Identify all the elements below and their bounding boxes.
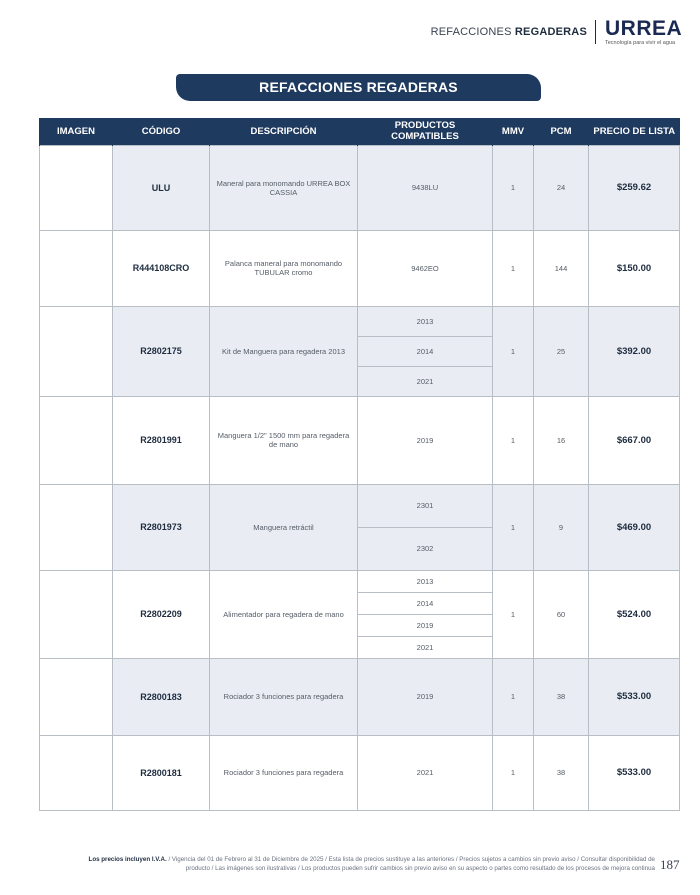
pcm-value: 9 bbox=[534, 484, 589, 570]
pcm-value: 144 bbox=[534, 230, 589, 306]
table-row bbox=[40, 230, 680, 306]
column-header-description: DESCRIPCIÓN bbox=[210, 118, 358, 145]
product-image-cell bbox=[40, 230, 113, 306]
mmv-value: 1 bbox=[493, 306, 534, 396]
list-price: $392.00 bbox=[589, 306, 680, 396]
product-description: Palanca maneral para monomando TUBULAR cromo bbox=[210, 230, 358, 306]
list-price: $259.62 bbox=[589, 145, 680, 230]
column-header-compatible: PRODUCTOS COMPATIBLES bbox=[358, 118, 493, 145]
product-code: R2800183 bbox=[113, 658, 210, 735]
product-code: R2801991 bbox=[113, 396, 210, 484]
column-header-price: PRECIO DE LISTA bbox=[589, 118, 680, 145]
product-code: R2801973 bbox=[113, 484, 210, 570]
section-title-prefix: REFACCIONES bbox=[430, 26, 512, 38]
product-code: ULU bbox=[113, 145, 210, 230]
product-image-cell bbox=[40, 484, 113, 570]
compatible-list bbox=[358, 307, 492, 396]
compatible-item: 9438LU bbox=[411, 183, 439, 192]
table-row bbox=[40, 735, 680, 810]
list-price: $150.00 bbox=[589, 230, 680, 306]
product-description: Alimentador para regadera de mano bbox=[210, 570, 358, 658]
mmv-value: 1 bbox=[493, 735, 534, 810]
mmv-value: 1 bbox=[493, 570, 534, 658]
compatible-products bbox=[358, 484, 493, 570]
footer-note bbox=[65, 856, 655, 873]
brand-logo bbox=[605, 19, 685, 46]
compatible-list bbox=[358, 736, 492, 810]
product-image-cell bbox=[40, 735, 113, 810]
section-title bbox=[431, 26, 587, 38]
product-image-cell bbox=[40, 396, 113, 484]
compatible-item: 2019 bbox=[358, 615, 492, 637]
page-banner: REFACCIONES REGADERAS bbox=[176, 74, 541, 101]
table-row bbox=[40, 570, 680, 658]
compatible-item: 2013 bbox=[358, 571, 492, 593]
compatible-list bbox=[358, 485, 492, 570]
table-row bbox=[40, 306, 680, 396]
compatible-item: 2013 bbox=[358, 307, 492, 337]
column-header-pcm: PCM bbox=[534, 118, 589, 145]
compatible-item: 9462EO bbox=[411, 263, 439, 273]
product-description: Maneral para monomando URREA BOX CASSIA bbox=[210, 145, 358, 230]
footer-line1: / Vigencia del 01 de Febrero al 31 de Diciembre de 2025 / Esta lista de precios sustituye a las anteriores / Precios sujetos a cambios sin previo aviso / Consultar disponibilidad de bbox=[166, 856, 655, 863]
compatible-list bbox=[358, 146, 492, 230]
compatible-products bbox=[358, 230, 493, 306]
mmv-value: 1 bbox=[493, 145, 534, 230]
product-image-cell bbox=[40, 306, 113, 396]
pcm-value: 38 bbox=[534, 658, 589, 735]
table-row bbox=[40, 145, 680, 230]
product-image-cell bbox=[40, 145, 113, 230]
brand-tagline: Tecnología para vivir el agua bbox=[605, 40, 676, 46]
mmv-value: 1 bbox=[493, 484, 534, 570]
compatible-products bbox=[358, 145, 493, 230]
compatible-item: 2021 bbox=[416, 768, 434, 777]
list-price: $533.00 bbox=[589, 658, 680, 735]
compatible-products bbox=[358, 396, 493, 484]
list-price: $667.00 bbox=[589, 396, 680, 484]
footer-line2: producto / Las imágenes son ilustrativas / Los productos pueden sufrir cambios sin previo aviso en su aspecto o partes como resultado de los procesos de mejora continua bbox=[185, 864, 655, 872]
pcm-value: 24 bbox=[534, 145, 589, 230]
compatible-item: 2019 bbox=[416, 435, 434, 445]
table-row bbox=[40, 396, 680, 484]
compatible-item: 2301 bbox=[358, 485, 492, 528]
column-header-code: CÓDIGO bbox=[113, 118, 210, 145]
page-number: 187 bbox=[660, 857, 680, 872]
list-price: $469.00 bbox=[589, 484, 680, 570]
compatible-item: 2019 bbox=[416, 692, 434, 701]
table-header-row bbox=[40, 118, 680, 145]
product-code: R444108CRO bbox=[113, 230, 210, 306]
table-body bbox=[40, 145, 680, 810]
compatible-item: 2014 bbox=[358, 593, 492, 615]
product-description: Manguera retráctil bbox=[210, 484, 358, 570]
compatible-item: 2021 bbox=[416, 376, 434, 386]
pcm-value: 60 bbox=[534, 570, 589, 658]
list-price: $533.00 bbox=[589, 735, 680, 810]
compatible-item: 2021 bbox=[416, 642, 434, 652]
product-code: R2802209 bbox=[113, 570, 210, 658]
footer-bold: Los precios incluyen I.V.A. bbox=[88, 856, 167, 863]
compatible-products bbox=[358, 658, 493, 735]
product-image-cell bbox=[40, 570, 113, 658]
compatible-products bbox=[358, 570, 493, 658]
compatible-list bbox=[358, 397, 492, 484]
compatible-item: 2014 bbox=[358, 337, 492, 367]
table-row bbox=[40, 658, 680, 735]
pcm-value: 25 bbox=[534, 306, 589, 396]
table-row bbox=[40, 484, 680, 570]
product-code: R2800181 bbox=[113, 735, 210, 810]
mmv-value: 1 bbox=[493, 396, 534, 484]
pcm-value: 38 bbox=[534, 735, 589, 810]
compatible-list bbox=[358, 571, 492, 658]
header-divider bbox=[595, 20, 596, 44]
mmv-value: 1 bbox=[493, 230, 534, 306]
list-price: $524.00 bbox=[589, 570, 680, 658]
section-title-bold: REGADERAS bbox=[514, 26, 587, 38]
product-code: R2802175 bbox=[113, 306, 210, 396]
product-description: Rociador 3 funciones para regadera bbox=[210, 658, 358, 735]
pcm-value: 16 bbox=[534, 396, 589, 484]
compatible-list bbox=[358, 231, 492, 306]
compatible-item: 2302 bbox=[416, 544, 434, 553]
parts-table bbox=[39, 118, 680, 811]
column-header-mmv: MMV bbox=[493, 118, 534, 145]
product-description: Kit de Manguera para regadera 2013 bbox=[210, 306, 358, 396]
brand-name: URREA bbox=[605, 17, 683, 40]
column-header-image: IMAGEN bbox=[40, 118, 113, 145]
compatible-list bbox=[358, 659, 492, 735]
compatible-products bbox=[358, 735, 493, 810]
mmv-value: 1 bbox=[493, 658, 534, 735]
compatible-products bbox=[358, 306, 493, 396]
product-description: Rociador 3 funciones para regadera bbox=[210, 735, 358, 810]
product-image-cell bbox=[40, 658, 113, 735]
product-description: Manguera 1/2" 1500 mm para regadera de mano bbox=[210, 396, 358, 484]
